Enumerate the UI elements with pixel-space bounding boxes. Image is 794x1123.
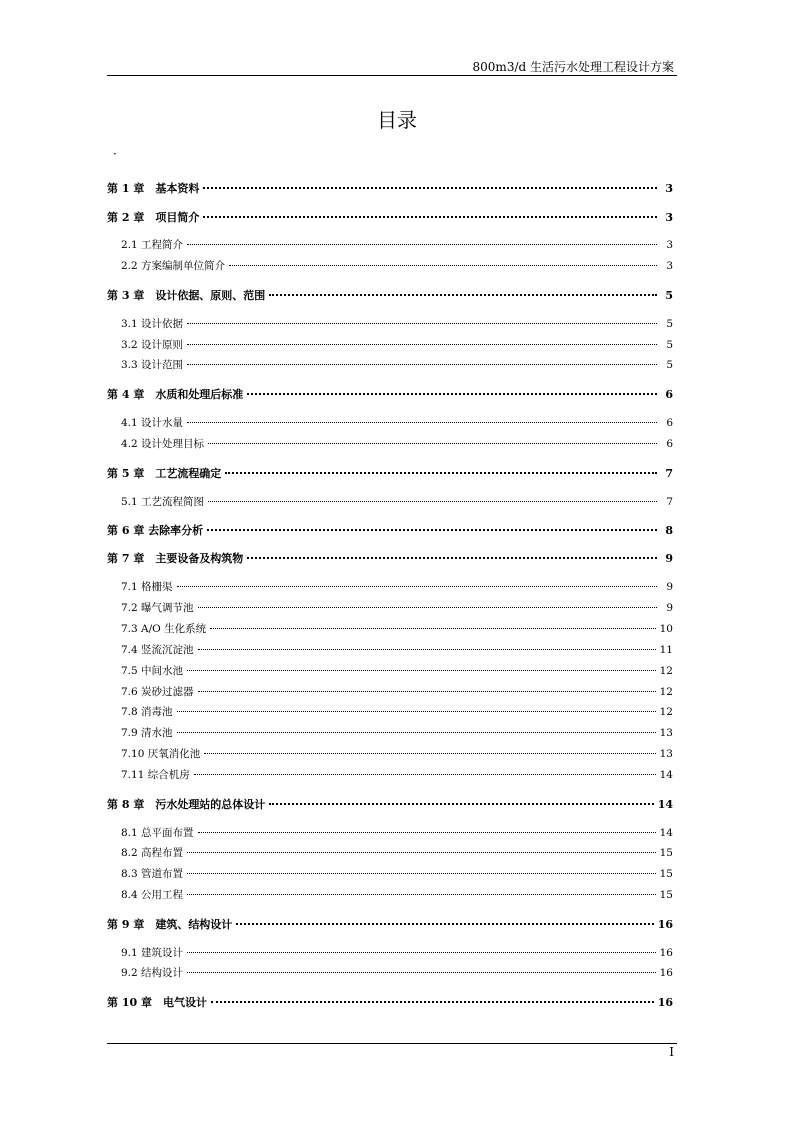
dot-leader <box>229 265 657 266</box>
dot-leader <box>198 832 656 833</box>
toc-entry-page: 14 <box>657 798 673 811</box>
toc-title: 目录 <box>377 108 417 132</box>
toc-entry-page: 14 <box>659 827 673 839</box>
toc-entry-page: 13 <box>659 727 673 739</box>
toc-entry-label: 第 8 章 污水处理站的总体设计 <box>107 798 266 811</box>
toc-section-entry[interactable] <box>107 642 673 657</box>
toc-entry-label: 8.1 总平面布置 <box>121 827 194 839</box>
toc-entry-label: 4.1 设计水量 <box>121 417 184 429</box>
toc-entry-page: 12 <box>659 686 673 698</box>
toc-section-entry[interactable] <box>107 663 673 678</box>
toc-section-entry[interactable] <box>107 436 673 451</box>
toc-chapter-entry[interactable] <box>107 916 673 932</box>
toc-entry-label: 第 5 章 工艺流程确定 <box>107 467 222 480</box>
dot-leader <box>269 294 657 296</box>
toc-entry-label: 7.3 A/O 生化系统 <box>121 623 207 635</box>
toc-section-entry[interactable] <box>107 579 673 594</box>
toc-entry-label: 第 9 章 建筑、结构设计 <box>107 918 233 931</box>
dot-leader <box>198 691 656 692</box>
dot-leader <box>187 894 656 895</box>
toc-chapter-entry[interactable] <box>107 386 673 402</box>
dot-leader <box>198 607 657 608</box>
toc-entry-page: 15 <box>659 868 673 880</box>
dot-leader <box>187 422 657 423</box>
toc-entry-label: 7.10 厌氧消化池 <box>121 748 201 760</box>
toc-entry-page: 16 <box>659 967 673 979</box>
dot-leader <box>204 753 655 754</box>
dot-leader <box>187 852 656 853</box>
toc-section-entry[interactable] <box>107 621 673 636</box>
toc-entry-label: 2.2 方案编制单位简介 <box>121 260 226 272</box>
toc-entry-page: 7 <box>666 496 673 508</box>
toc-entry-label: 3.3 设计范围 <box>121 359 184 371</box>
toc-section-entry[interactable] <box>107 258 673 273</box>
dot-leader <box>187 670 656 671</box>
toc-section-entry[interactable] <box>107 684 673 699</box>
toc-entry-label: 8.3 管道布置 <box>121 868 184 880</box>
dot-leader <box>203 187 657 189</box>
toc-entry-label: 2.1 工程简介 <box>121 239 184 251</box>
toc-entry-page: 13 <box>659 748 673 760</box>
dot-leader <box>207 529 657 531</box>
dot-leader <box>203 216 657 218</box>
toc-chapter-entry[interactable] <box>107 550 673 566</box>
toc-entry-page: 6 <box>666 417 673 429</box>
toc-entry-label: 3.2 设计原则 <box>121 339 184 351</box>
toc-entry-page: 9 <box>666 602 673 614</box>
toc-entry-label: 7.6 炭砂过滤器 <box>121 686 194 698</box>
toc-entry-page: 5 <box>666 359 673 371</box>
toc-entry-page: 3 <box>666 260 673 272</box>
toc-section-entry[interactable] <box>107 887 673 902</box>
toc-chapter-entry[interactable] <box>107 796 673 812</box>
running-header: 800m3/d 生活污水处理工程设计方案 <box>472 60 674 74</box>
dot-leader <box>187 364 657 365</box>
toc-chapter-entry[interactable] <box>107 994 673 1010</box>
header-divider <box>107 75 677 76</box>
toc-section-entry[interactable] <box>107 415 673 430</box>
dot-leader <box>187 323 657 324</box>
dot-leader <box>247 557 657 559</box>
toc-entry-label: 第 2 章 项目简介 <box>107 211 200 224</box>
toc-entry-label: 8.4 公用工程 <box>121 889 184 901</box>
toc-section-entry[interactable] <box>107 704 673 719</box>
footer-divider <box>107 1043 677 1044</box>
dot-leader <box>225 472 657 474</box>
toc-entry-label: 7.5 中间水池 <box>121 665 184 677</box>
toc-entry-page: 3 <box>665 182 673 195</box>
toc-entry-label: 7.8 消毒池 <box>121 706 173 718</box>
toc-entry-page: 6 <box>665 388 673 401</box>
toc-entry-page: 5 <box>666 318 673 330</box>
toc-entry-page: 11 <box>659 644 673 656</box>
dot-leader <box>198 649 656 650</box>
toc-section-entry[interactable] <box>107 316 673 331</box>
toc-chapter-entry[interactable] <box>107 180 673 196</box>
toc-entry-page: 16 <box>659 947 673 959</box>
toc-section-entry[interactable] <box>107 746 673 761</box>
toc-entry-page: 16 <box>657 918 673 931</box>
toc-chapter-entry[interactable] <box>107 465 673 481</box>
toc-entry-page: 12 <box>659 665 673 677</box>
toc-entry-page: 15 <box>659 847 673 859</box>
toc-entry-label: 8.2 高程布置 <box>121 847 184 859</box>
toc-entry-page: 5 <box>665 289 673 302</box>
toc-entry-page: 3 <box>665 211 673 224</box>
toc-entry-page: 12 <box>659 706 673 718</box>
dot-leader <box>269 803 653 805</box>
dot-leader <box>177 711 656 712</box>
toc-entry-label: 4.2 设计处理目标 <box>121 438 205 450</box>
stray-mark: · <box>113 147 117 161</box>
dot-leader <box>208 501 657 502</box>
toc-section-entry[interactable] <box>107 357 673 372</box>
toc-chapter-entry[interactable] <box>107 522 673 538</box>
toc-entry-label: 第 7 章 主要设备及构筑物 <box>107 552 244 565</box>
toc-section-entry[interactable] <box>107 866 673 881</box>
toc-entry-label: 第 1 章 基本资料 <box>107 182 200 195</box>
toc-entry-label: 9.1 建筑设计 <box>121 947 184 959</box>
dot-leader <box>211 1001 654 1003</box>
toc-entry-label: 第 10 章 电气设计 <box>107 996 207 1009</box>
toc-entry-page: 9 <box>665 552 673 565</box>
toc-chapter-entry[interactable] <box>107 209 673 225</box>
toc-section-entry[interactable] <box>107 725 673 740</box>
toc-section-entry[interactable] <box>107 600 673 615</box>
toc-entry-label: 7.11 综合机房 <box>121 769 190 781</box>
toc-entry-label: 9.2 结构设计 <box>121 967 184 979</box>
dot-leader <box>247 393 657 395</box>
toc-entry-label: 7.9 清水池 <box>121 727 173 739</box>
dot-leader <box>177 586 657 587</box>
dot-leader <box>236 923 653 925</box>
toc-entry-label: 7.4 竖流沉淀池 <box>121 644 194 656</box>
dot-leader <box>208 443 657 444</box>
dot-leader <box>187 873 656 874</box>
toc-section-entry[interactable] <box>107 337 673 352</box>
toc-entry-label: 第 4 章 水质和处理后标准 <box>107 388 244 401</box>
dot-leader <box>210 628 656 629</box>
dot-leader <box>187 244 657 245</box>
toc-entry-page: 7 <box>665 467 673 480</box>
toc-entry-label: 5.1 工艺流程简图 <box>121 496 205 508</box>
dot-leader <box>187 952 656 953</box>
footer-page-number: I <box>669 1045 674 1059</box>
toc-entry-page: 8 <box>665 524 673 537</box>
toc-section-entry[interactable] <box>107 845 673 860</box>
toc-entry-page: 10 <box>659 623 673 635</box>
toc-section-entry[interactable] <box>107 767 673 782</box>
toc-entry-page: 14 <box>659 769 673 781</box>
toc-entry-page: 6 <box>666 438 673 450</box>
dot-leader <box>187 972 656 973</box>
toc-entry-page: 3 <box>666 239 673 251</box>
dot-leader <box>177 732 656 733</box>
toc-chapter-entry[interactable] <box>107 287 673 303</box>
toc-entry-label: 3.1 设计依据 <box>121 318 184 330</box>
toc-entry-page: 16 <box>657 996 673 1009</box>
toc-section-entry[interactable] <box>107 237 673 252</box>
toc-entry-page: 5 <box>666 339 673 351</box>
toc-entry-page: 9 <box>666 581 673 593</box>
dot-leader <box>187 344 657 345</box>
toc-section-entry[interactable] <box>107 494 673 509</box>
toc-section-entry[interactable] <box>107 965 673 980</box>
toc-entry-label: 7.2 曝气调节池 <box>121 602 194 614</box>
dot-leader <box>194 774 656 775</box>
toc-entry-label: 第 3 章 设计依据、原则、范围 <box>107 289 266 302</box>
toc-entry-label: 7.1 格栅渠 <box>121 581 173 593</box>
toc-entry-page: 15 <box>659 889 673 901</box>
toc-section-entry[interactable] <box>107 825 673 840</box>
toc-entry-label: 第 6 章 去除率分析 <box>107 524 204 537</box>
toc-section-entry[interactable] <box>107 945 673 960</box>
